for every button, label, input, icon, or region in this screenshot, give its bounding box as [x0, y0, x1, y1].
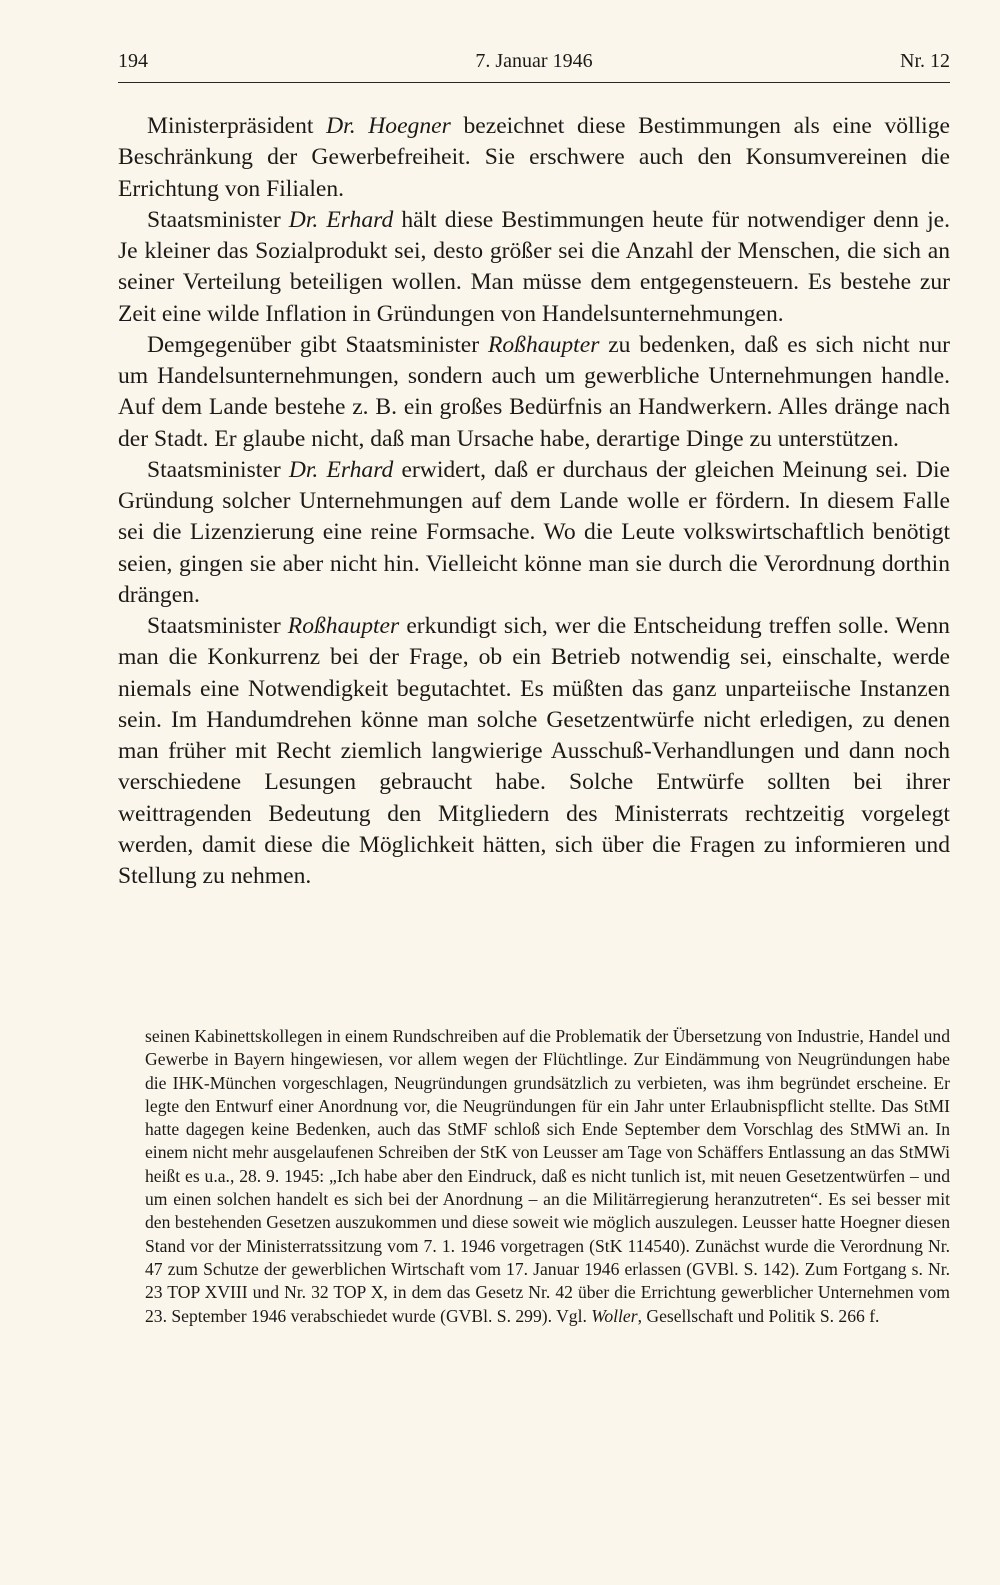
paragraph-text: bezeichnet diese Bestimmungen als eine völlige Beschränkung der Gewerbefreiheit. Sie erschwere auch den Konsumvereinen die Errichtung von Filialen.: [118, 113, 950, 202]
paragraph: [118, 455, 950, 611]
paragraph-text: Ministerpräsident: [147, 113, 327, 139]
running-head-date: 7. Januar 1946: [475, 50, 593, 72]
speaker-name: Dr. Erhard: [288, 206, 394, 233]
paragraph: [118, 611, 950, 892]
speaker-name: Roßhaupter: [287, 613, 400, 639]
paragraph-text: hält diese Bestimmungen heute für notwendiger denn je. Je kleiner das Sozialprodukt sei, desto größer sei die Anzahl der Menschen, die sich an seiner Verteilung beteiligen wollen. Man müsse dem entgegensteuern. Es bestehe zur Zeit eine wilde Inflation in Gründungen von Handelsunternehmungen.: [118, 206, 950, 327]
footnote-text: [145, 1025, 950, 1328]
paragraph: [118, 330, 950, 455]
footnote-author: Woller: [591, 1305, 638, 1326]
header-rule: [118, 82, 950, 83]
speaker-name: Dr. Hoegner: [326, 113, 451, 139]
paragraph: [118, 205, 950, 330]
paragraph: [118, 111, 950, 205]
speaker-name: Dr. Erhard: [288, 456, 394, 483]
footnote-text-part: seinen Kabinettskollegen in einem Rundschreiben auf die Problematik der Übersetzung von Industrie, Handel und Gewerbe in Bayern hingewiesen, vor allem wegen der Flüchtlinge. Zur Eindämmung von Neugründungen habe die IHK-München vorgeschlagen, Neugründungen grundsätzlich zu verbieten, was ihm begründet erscheine. Er legte den Entwurf einer Anordnung vor, die Neugründungen für ein Jahr unter Erlaubnispflicht stellte. Das StMI hatte dagegen keine Bedenken, auch das StMF schloß sich Ende September dem Vorschlag des StMWi an. In einem nicht mehr ausgelaufenen Schreiben der StK von Leusser am Tage von Schäffers Entlassung an das StMWi heißt es u.a., 28. 9. 1945: „Ich habe aber den Eindruck, daß es nicht tunlich ist, mit neuen Gesetzentwürfen – und um einen solchen handelt es sich bei der Anordnung – an die Militärregierung heranzutreten“. Es sei besser mit den bestehenden Gesetzen auszukommen und diese soweit wie möglich auszulegen. Leusser hatte Hoegner diesen Stand vor der Ministerratssitzung vom 7. 1. 1946 vorgetragen (StK 114540). Zunächst wurde die Verordnung Nr. 47 zum Schutze der gewerblichen Wirtschaft vom 17. Januar 1946 erlassen (GVBl. S. 142). Zum Fortgang s. Nr. 23 TOP XVIII und Nr. 32 TOP X, in dem das Gesetz Nr. 42 über die Errichtung gewerblicher Unternehmen vom 23. September 1946 verabschiedet wurde (GVBl. S. 299). Vgl.: [145, 1026, 950, 1326]
paragraph-text: Demgegenüber gibt Staatsminister: [147, 331, 488, 358]
page-number: 194: [118, 50, 148, 72]
paragraph-text: Staatsminister: [147, 613, 288, 639]
footnote: [145, 1025, 950, 1328]
paragraph-text: zu bedenken, daß es sich nicht nur um Handelsunternehmungen, sondern auch um gewerbliche Unternehmungen handle. Auf dem Lande bestehe z. B. ein großes Bedürfnis an Handwerkern. Alles dränge nach der Stadt. Er glaube nicht, daß man Ursache habe, derartige Dinge zu unterstützen.: [118, 331, 951, 452]
main-text: [118, 111, 950, 892]
paragraph-text: erwidert, daß er durchaus der gleichen Meinung sei. Die Gründung solcher Unternehmungen auf dem Lande wolle er fördern. In diesem Falle sei die Lizenzierung eine reine Formsache. Wo die Leute volkswirtschaftlich benötigt seien, gingen sie aber nicht hin. Vielleicht könne man sie durch die Verordnung dorthin drängen.: [118, 456, 950, 608]
speaker-name: Roßhaupter: [487, 331, 600, 358]
document-number: Nr. 12: [900, 50, 950, 72]
paragraph-text: Staatsminister: [147, 206, 289, 233]
footnote-text-part: , Gesellschaft und Politik S. 266 f.: [637, 1305, 880, 1326]
running-head: [118, 46, 950, 76]
paragraph-text: erkundigt sich, wer die Entscheidung treffen solle. Wenn man die Konkurrenz bei der Frage, ob ein Betrieb notwendig sei, einschalte, werde niemals eine Notwendigkeit begutachtet. Es müßten das ganz unparteiische Instanzen sein. Im Handumdrehen könne man solche Gesetzentwürfe nicht erledigen, zu denen man früher mit Recht ziemlich langwierige Ausschuß-Verhandlungen und dann noch verschiedene Lesungen gebraucht habe. Solche Entwürfe sollten bei ihrer weittragenden Bedeutung den Mitgliedern des Ministerrats rechtzeitig vorgelegt werden, damit diese die Möglichkeit hätten, sich über die Fragen zu informieren und Stellung zu nehmen.: [118, 613, 950, 889]
paragraph-text: Staatsminister: [147, 456, 289, 483]
